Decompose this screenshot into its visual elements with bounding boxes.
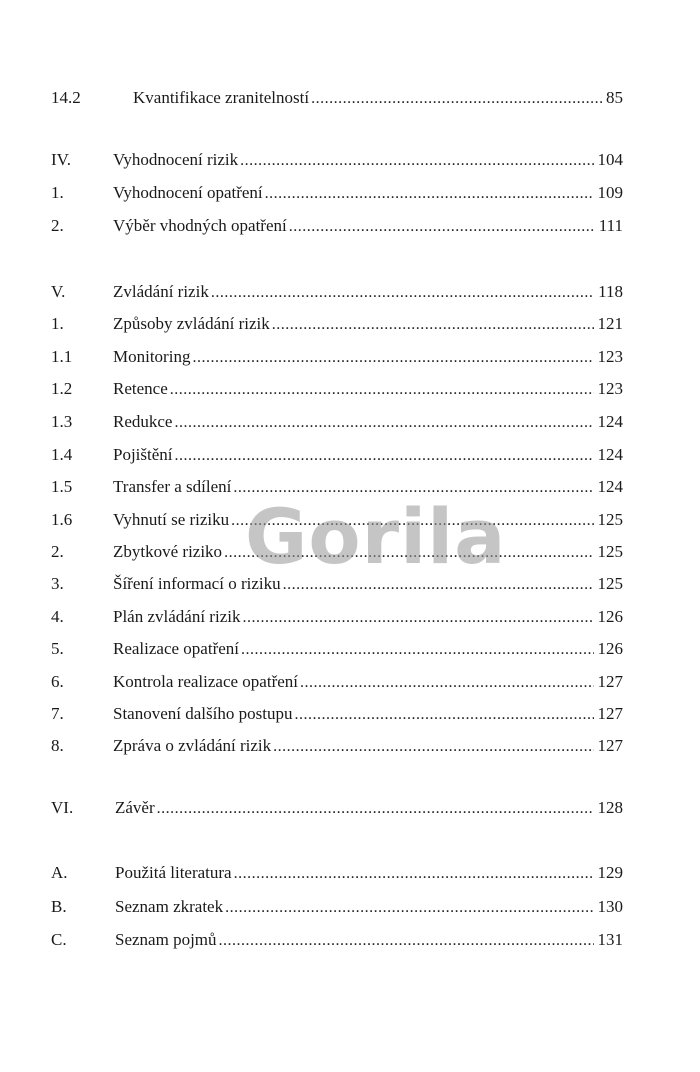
- toc-number: 1.4: [51, 445, 73, 464]
- toc-row: [0, 507, 700, 533]
- toc-entry: [113, 733, 623, 760]
- toc-number: 14.2: [51, 88, 81, 107]
- toc-title: Způsoby zvládání rizik: [113, 314, 270, 333]
- toc-entry: [133, 85, 623, 112]
- toc-number: 8.: [51, 736, 64, 755]
- toc-entry: [113, 442, 623, 469]
- toc-page-number: 118: [598, 282, 623, 301]
- toc-title: Šíření informací o riziku: [113, 574, 281, 593]
- toc-page-number: 123: [597, 347, 623, 366]
- toc-row: [0, 571, 700, 597]
- dot-leader: [174, 410, 593, 436]
- toc-entry: [113, 311, 623, 338]
- dot-leader: [265, 181, 594, 207]
- toc-entry: [113, 376, 623, 403]
- toc-number: 1.2: [51, 379, 73, 398]
- dot-leader: [289, 214, 595, 240]
- toc-title: Výběr vhodných opatření: [113, 216, 287, 235]
- toc-title: Zvládání rizik: [113, 282, 209, 301]
- toc-title: Vyhodnocení rizik: [113, 150, 239, 169]
- toc-number: 2.: [51, 542, 64, 561]
- toc-page-number: 126: [597, 607, 623, 626]
- toc-entry: [113, 571, 623, 598]
- toc-title: Transfer a sdílení: [113, 477, 232, 496]
- dot-leader: [157, 796, 594, 822]
- dot-leader: [240, 148, 593, 174]
- toc-number: B.: [51, 897, 67, 916]
- toc-entry: [113, 474, 623, 501]
- toc-row: [0, 409, 700, 435]
- toc-row: [0, 795, 700, 821]
- dot-leader: [231, 508, 593, 534]
- toc-entry: [113, 180, 623, 207]
- toc-row: [0, 733, 700, 759]
- toc-entry: [115, 795, 623, 822]
- toc-number: 1.: [51, 314, 64, 333]
- toc-title: Retence: [113, 379, 168, 398]
- toc-row: [0, 539, 700, 565]
- dot-leader: [273, 734, 593, 760]
- dot-leader: [211, 280, 594, 306]
- toc-number: 2.: [51, 216, 64, 235]
- dot-leader: [192, 345, 593, 371]
- dot-leader: [311, 86, 602, 112]
- toc-entry: [113, 344, 623, 371]
- toc-page-number: 128: [597, 798, 623, 817]
- dot-leader: [175, 443, 594, 469]
- toc-entry: [115, 894, 623, 921]
- dot-leader: [170, 377, 594, 403]
- toc-title: Stanovení dalšího postupu: [113, 704, 293, 723]
- toc-entry: [115, 860, 623, 887]
- toc-row: [0, 474, 700, 500]
- toc-title: Pojištění: [113, 445, 173, 464]
- toc-title: Plán zvládání rizik: [113, 607, 241, 626]
- toc-entry: [113, 507, 623, 534]
- toc-page-number: 130: [597, 897, 623, 916]
- dot-leader: [242, 605, 593, 631]
- dot-leader: [219, 928, 594, 954]
- toc-title: Kontrola realizace opatření: [113, 672, 299, 691]
- toc-page-number: 111: [598, 216, 623, 235]
- toc-title: Seznam zkratek: [115, 897, 224, 916]
- dot-leader: [283, 572, 594, 598]
- toc-entry: [113, 279, 623, 306]
- toc-number: 7.: [51, 704, 64, 723]
- toc-page-number: 125: [597, 574, 623, 593]
- toc-title: Vyhnutí se riziku: [113, 510, 230, 529]
- toc-entry: [113, 669, 623, 696]
- dot-leader: [300, 670, 593, 696]
- toc-row: [0, 311, 700, 337]
- toc-row: [0, 927, 700, 953]
- toc-number: A.: [51, 863, 68, 882]
- toc-number: 1.: [51, 183, 64, 202]
- toc-row: [0, 213, 700, 239]
- toc-page-number: 85: [606, 88, 623, 107]
- toc-number: C.: [51, 930, 67, 949]
- toc-row: [0, 701, 700, 727]
- toc-page-number: 104: [597, 150, 623, 169]
- toc-row: [0, 669, 700, 695]
- toc-page-number: 127: [597, 704, 623, 723]
- toc-row: [0, 344, 700, 370]
- toc-page-number: 125: [597, 510, 623, 529]
- toc-page-number: 121: [597, 314, 623, 333]
- toc-row: [0, 85, 700, 111]
- toc-number: 1.1: [51, 347, 73, 366]
- toc-number: 4.: [51, 607, 64, 626]
- toc-number: 1.6: [51, 510, 73, 529]
- toc-page-number: 109: [597, 183, 623, 202]
- toc-page-number: 123: [597, 379, 623, 398]
- toc-title: Zbytkové riziko: [113, 542, 223, 561]
- toc-row: [0, 860, 700, 886]
- toc-entry: [113, 539, 623, 566]
- watermark-logo: Gorila: [245, 492, 507, 581]
- dot-leader: [224, 540, 593, 566]
- toc-page-number: 127: [597, 672, 623, 691]
- toc-entry: [115, 927, 623, 954]
- toc-page-number: 126: [597, 639, 623, 658]
- toc-number: V.: [51, 282, 66, 301]
- toc-entry: [113, 636, 623, 663]
- toc-number: VI.: [51, 798, 74, 817]
- dot-leader: [234, 861, 594, 887]
- toc-title: Použitá literatura: [115, 863, 232, 882]
- toc-entry: [113, 147, 623, 174]
- dot-leader: [272, 312, 594, 338]
- toc-title: Seznam pojmů: [115, 930, 217, 949]
- toc-title: Kvantifikace zranitelností: [133, 88, 310, 107]
- toc-row: [0, 894, 700, 920]
- toc-number: 1.3: [51, 412, 73, 431]
- toc-entry: [113, 409, 623, 436]
- toc-title: Realizace opatření: [113, 639, 240, 658]
- toc-title: Závěr: [115, 798, 155, 817]
- toc-entry: [113, 213, 623, 240]
- toc-page-number: 131: [597, 930, 623, 949]
- toc-row: [0, 604, 700, 630]
- toc-row: [0, 636, 700, 662]
- toc-number: 3.: [51, 574, 64, 593]
- toc-number: 1.5: [51, 477, 73, 496]
- toc-title: Zpráva o zvládání rizik: [113, 736, 272, 755]
- toc-row: [0, 147, 700, 173]
- dot-leader: [241, 637, 593, 663]
- toc-number: 5.: [51, 639, 64, 658]
- toc-number: IV.: [51, 150, 71, 169]
- toc-row: [0, 442, 700, 468]
- toc-page-number: 129: [597, 863, 623, 882]
- toc-entry: [113, 604, 623, 631]
- toc-page-number: 125: [597, 542, 623, 561]
- dot-leader: [225, 895, 593, 921]
- toc-title: Monitoring: [113, 347, 191, 366]
- toc-entry: [113, 701, 623, 728]
- toc-title: Vyhodnocení opatření: [113, 183, 263, 202]
- toc-title: Redukce: [113, 412, 173, 431]
- dot-leader: [294, 702, 593, 728]
- toc-row: [0, 279, 700, 305]
- toc-page-number: 124: [597, 477, 623, 496]
- toc-page-number: 127: [597, 736, 623, 755]
- dot-leader: [233, 475, 593, 501]
- toc-page-number: 124: [597, 445, 623, 464]
- toc-row: [0, 376, 700, 402]
- toc-number: 6.: [51, 672, 64, 691]
- toc-row: [0, 180, 700, 206]
- toc-page-number: 124: [597, 412, 623, 431]
